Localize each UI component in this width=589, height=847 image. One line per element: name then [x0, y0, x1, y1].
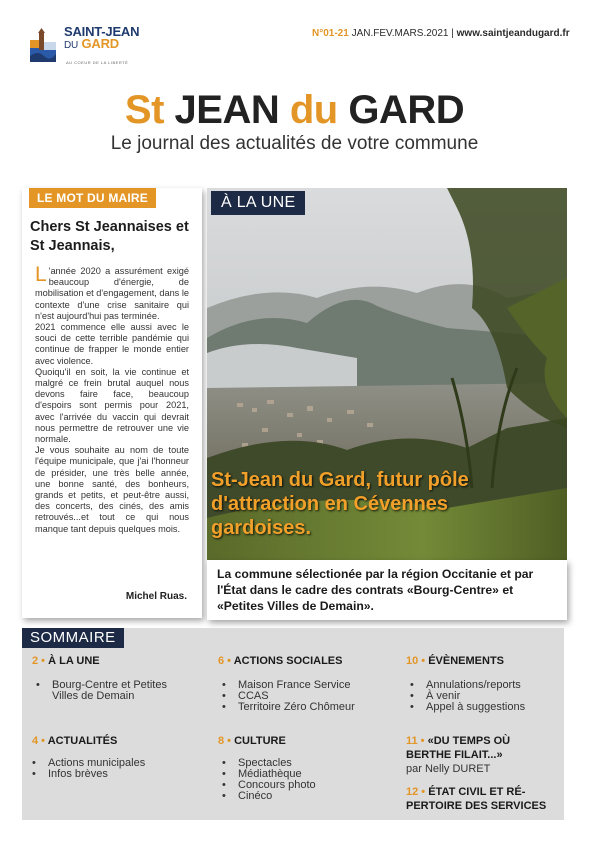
toc-num-8: 8 •: [218, 735, 235, 747]
toc-item[interactable]: • Maison France Service: [222, 680, 392, 691]
toc-section-2[interactable]: [32, 655, 100, 667]
lead-headline: St-Jean du Gard, futur pôle d'attraction en Cévennes gardoises.: [211, 469, 469, 539]
toc-byline-11: par Nelly DURET: [406, 763, 491, 775]
toc-item[interactable]: • À venir: [410, 691, 560, 702]
toc-num-4: 4 •: [32, 735, 48, 747]
town-logo-icon: [28, 28, 58, 64]
mayor-p1-text: 'année 2020 a assurément exigé beaucoup d'énergie, de mobilisation et d'engagement, dans le contexte d'une crise sanitaire qui n'est aujourd'hui pas terminée.: [35, 266, 189, 321]
toc-title-10: ÉVÈNEMENTS: [428, 655, 504, 667]
mayor-paragraph-1: [35, 263, 189, 322]
issue-number: N°01-21: [312, 28, 349, 39]
toc-item[interactable]: • Concours photo: [222, 780, 392, 791]
mayor-letter: [35, 263, 189, 535]
toc-item[interactable]: • Actions municipales: [32, 758, 192, 769]
masthead-title: [0, 88, 589, 132]
toc-item[interactable]: • Appel à suggestions: [410, 702, 560, 713]
title-jean: JEAN: [174, 88, 290, 132]
issue-separator: |: [448, 28, 457, 39]
toc-list-10: [410, 680, 560, 713]
toc-list-4: [32, 758, 192, 780]
logo-du: DU: [64, 40, 79, 51]
toc-list-6: [222, 680, 392, 713]
toc-num-10: 10 •: [406, 655, 429, 667]
logo-wordmark: [64, 26, 139, 52]
toc-title-4: ACTUALITÉS: [47, 735, 118, 747]
logo-line1: SAINT-JEAN: [64, 24, 140, 39]
website-link[interactable]: www.saintjeandugard.fr: [456, 28, 570, 39]
toc-title-11a: «DU TEMPS OÙ: [427, 735, 511, 747]
toc-title-8: CULTURE: [234, 735, 286, 747]
toc-section-11[interactable]: [406, 734, 510, 776]
logo-tagline: AU COEUR DE LA LIBERTÉ: [66, 60, 129, 65]
toc-item[interactable]: • Spectacles: [222, 758, 392, 769]
logo-gard: GARD: [81, 36, 119, 51]
dropcap: L: [35, 263, 47, 286]
toc-list-8: [222, 758, 392, 802]
toc-num-2: 2 •: [32, 655, 49, 667]
toc-section-12[interactable]: [406, 785, 546, 813]
toc-item[interactable]: • Médiathèque: [222, 769, 392, 780]
title-st: St: [124, 88, 175, 132]
toc-title-12a: ÉTAT CIVIL ET RÉ-: [428, 786, 526, 798]
mayor-paragraph-2: 2021 commence elle aussi avec le souci de cette terrible pandémie qui continue de frapper le monde entier avec violence.: [35, 322, 189, 366]
toc-num-12: 12 •: [406, 786, 429, 798]
mayor-signature: Michel Ruas.: [125, 591, 187, 602]
toc-title-11b: BERTHE FILAIT...»: [406, 749, 503, 761]
toc-item[interactable]: • Territoire Zéro Chômeur: [222, 702, 392, 713]
toc-item[interactable]: • Cinéco: [222, 791, 392, 802]
toc-section-8[interactable]: [218, 735, 286, 747]
title-gard: GARD: [348, 88, 465, 132]
toc-section-4[interactable]: [32, 735, 117, 747]
toc-num-6: 6 •: [218, 655, 234, 667]
toc-title-12b: PERTOIRE DES SERVICES: [406, 800, 547, 812]
toc-section-6[interactable]: [218, 655, 342, 667]
mayor-tag: LE MOT DU MAIRE: [29, 188, 156, 208]
toc-item[interactable]: • Bourg-Centre et Petites Villes de Demain: [36, 680, 196, 702]
issue-period: JAN.FEV.MARS.2021: [351, 28, 449, 39]
issue-info: [312, 28, 570, 39]
toc-title-6: ACTIONS SOCIALES: [233, 655, 343, 667]
toc-item[interactable]: • CCAS: [222, 691, 392, 702]
sommaire-title: SOMMAIRE: [22, 628, 124, 648]
toc-item[interactable]: • Annulations/reports: [410, 680, 560, 691]
toc-item[interactable]: • Infos brèves: [32, 769, 192, 780]
mayor-paragraph-4: Je vous souhaite au nom de toute l'équipe municipale, que j'ai l'honneur de présider, une très belle année, une bonne santé, des bonheurs, grands et petits, et peut-être aussi, des concerts, des cinés, des amis retrouvés...et tout ce qui nous manque tant depuis quelques mois.: [35, 445, 189, 534]
mayor-paragraph-3: Quoiqu'il en soit, la vie continue et malgré ce frein brutal auquel nous devons faire face, beaucoup d'espoirs sont permis pour 2021, avec l'arrivée du vaccin qui devrait nous permettre de retrouver une vie normale.: [35, 366, 189, 445]
toc-list-2: [36, 680, 196, 702]
toc-num-11: 11 •: [406, 735, 428, 747]
lead-caption: La commune sélectionée par la région Occitanie et par l'État dans le cadre des contrats «Bourg-Centre» et «Petites Villes de Demain».: [217, 567, 534, 613]
a-la-une-tag: À LA UNE: [211, 191, 305, 215]
toc-section-10[interactable]: [406, 655, 504, 667]
title-du: du: [289, 88, 349, 132]
masthead-subtitle: Le journal des actualités de votre commune: [110, 133, 479, 154]
toc-title-2: À LA UNE: [48, 655, 100, 667]
mayor-greeting: Chers St Jeannaises et St Jeannais,: [30, 219, 189, 254]
